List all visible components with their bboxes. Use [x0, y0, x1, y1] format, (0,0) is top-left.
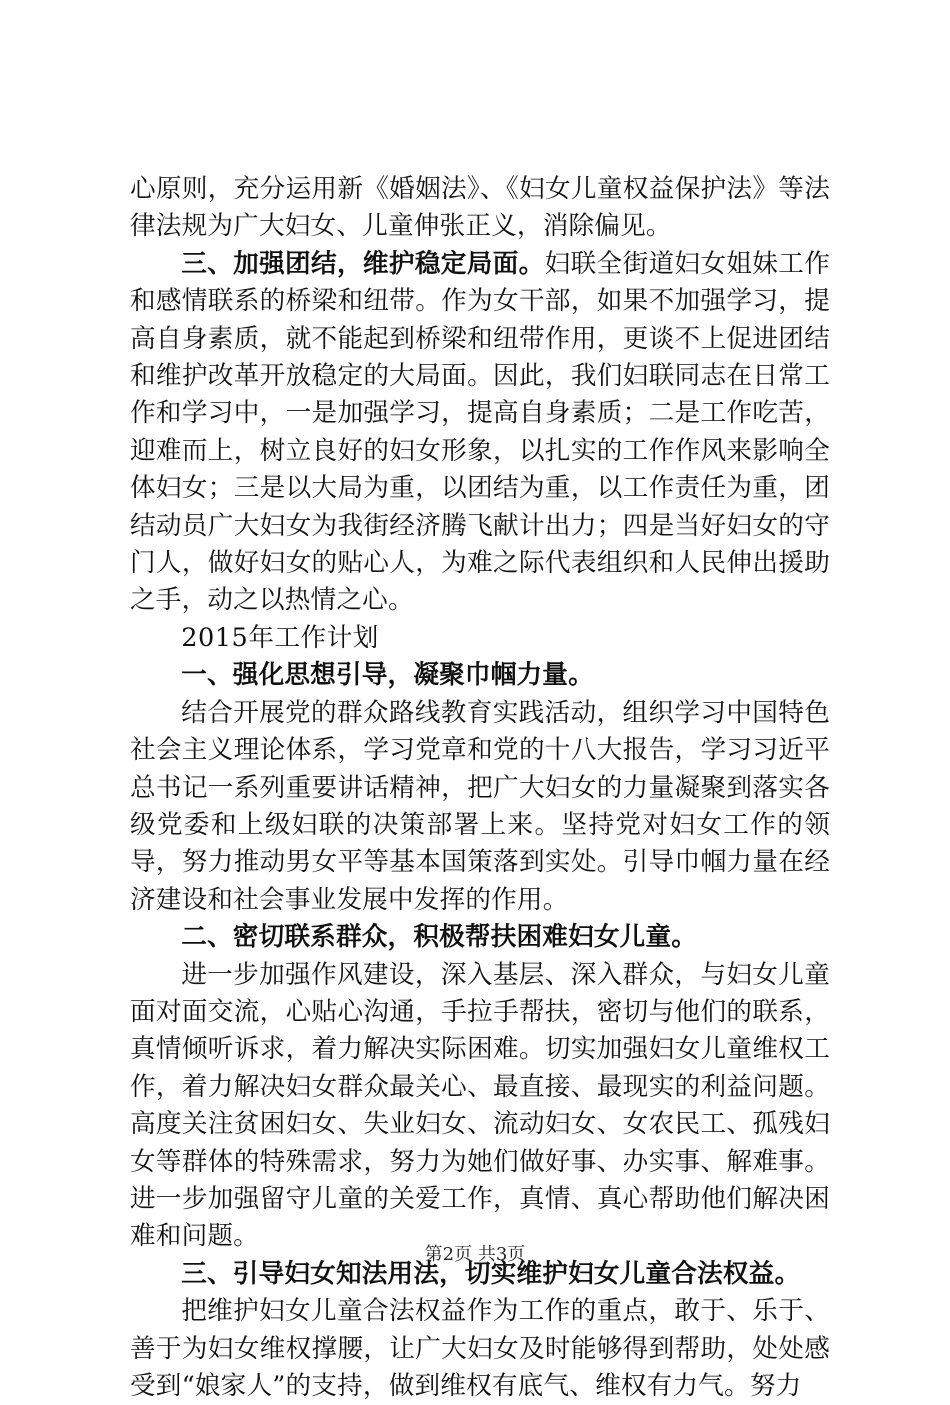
paragraph-continuation: 心原则，充分运用新《婚姻法》、《妇女儿童权益保护法》等法律法规为广大妇女、儿童伸张正义，消除偏见。 [130, 174, 830, 242]
document-body [130, 171, 830, 1405]
page-footer: 第2页 共3页 [424, 1244, 526, 1265]
paragraph-section-3: 把维护妇女儿童合法权益作为工作的重点，敢于、乐于、善于为妇女维权撑腰，让广大妇女及时能够得到帮助，处处感受到“娘家人”的支持，做到维权有底气、维权有力气。努力 [130, 1296, 830, 1401]
paragraph-section-2: 进一步加强作风建设，深入基层、深入群众，与妇女儿童面对面交流，心贴心沟通，手拉手帮扶，密切与他们的联系，真情倾听诉求，着力解决实际困难。切实加强妇女儿童维权工作，着力解决妇女群众最关心、最直接、最现实的利益问题。高度关注贫困妇女、失业妇女、流动妇女、女农民工、孤残妇女等群体的特殊需求，努力为她们做好事、办实事、解难事。进一步加强留守儿童的关爱工作，真情、真心帮助他们解决困难和问题。 [130, 959, 830, 1252]
section-heading-2: 二、密切联系群众，积极帮扶困难妇女儿童。 [181, 922, 698, 953]
paragraph-unity-text: 妇联全街道妇女姐妹工作和感情联系的桥梁和纽带。作为女干部，如果不加强学习，提高自身素质，就不能起到桥梁和纽带作用，更谈不上促进团结和维护改革开放稳定的大局面。因此，我们妇联同志在日常工作和学习中，一是加强学习，提高自身素质；二是工作吃苦，迎难而上，树立良好的妇女形象，以扎实的工作作风来影响全体妇女；三是以大局为重，以团结为重，以工作责任为重，团结动员广大妇女为我街经济腾飞献计出力；四是当好妇女的守门人，做好妇女的贴心人，为难之际代表组织和人民伸出援助之手，动之以热情之心。 [130, 248, 830, 616]
plan-title: 2015年工作计划 [181, 622, 379, 653]
section-heading-1: 一、强化思想引导，凝聚巾帼力量。 [181, 660, 594, 691]
heading-unity: 三、加强团结，维护稳定局面。 [181, 248, 545, 279]
paragraph-unity [130, 246, 830, 620]
paragraph-section-1: 结合开展党的群众路线教育实践活动，组织学习中国特色社会主义理论体系，学习党章和党的十八大报告，学习习近平总书记一系列重要讲话精神，把广大妇女的力量凝聚到落实各级党委和上级妇联的决策部署上来。坚持党对妇女工作的领导，努力推动男女平等基本国策落到实处。引导巾帼力量在经济建设和社会事业发展中发挥的作用。 [130, 697, 830, 915]
section-heading-3: 三、引导妇女知法用法，切实维护妇女儿童合法权益。 [181, 1258, 801, 1289]
